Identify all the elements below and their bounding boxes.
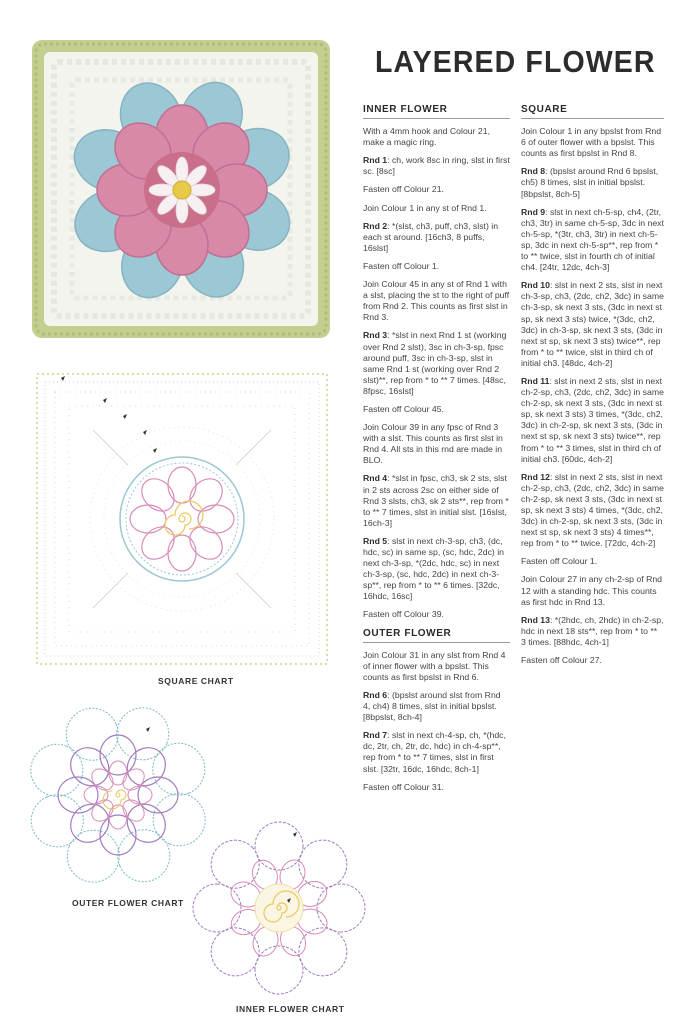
inner-flower-heading: INNER FLOWER [363, 104, 510, 119]
join-colour-1: Join Colour 1 in any st of Rnd 1. [363, 202, 487, 213]
join-colour-27: Join Colour 27 in any ch-2-sp of Rnd 12 with a standing hdc. This counts as first hdc in Rnd 13. [521, 574, 663, 607]
crochet-square-image [32, 40, 330, 338]
square-intro: Join Colour 1 in any bpslst from Rnd 6 of outer flower with a bpslst. This counts as first bpslst in Rnd 8. [521, 126, 662, 159]
rnd-5: Rnd 5: slst in next ch-3-sp, ch3, (dc, hdc, sc) in same sp, (sc, hdc, 2dc) in next ch-3-sp, *(2dc, hdc, sc) in next ch-3-sp, (sc, hdc, 2dc) in next ch-3-sp**, rep from * to ** 6 times. [32dc, 16hdc, 16sc] [363, 535, 504, 602]
fasten-off-27: Fasten off Colour 27. [521, 655, 602, 666]
square-heading: SQUARE [521, 104, 664, 119]
rnd-8: Rnd 8: (bpslst around Rnd 6 bpslst, ch5) 8 times, slst in initial bpslst. [8bpslst, 8ch-5] [521, 166, 659, 199]
square-chart [33, 370, 331, 668]
square-photo [32, 40, 330, 338]
fasten-off-colour-1: Fasten off Colour 1. [521, 556, 598, 567]
outer-flower-chart-caption: OUTER FLOWER CHART [72, 898, 184, 908]
inner-flower-chart-caption: INNER FLOWER CHART [236, 1004, 345, 1014]
fasten-off-31: Fasten off Colour 31. [363, 781, 444, 792]
inner-flower-intro: With a 4mm hook and Colour 21, make a magic ring. [363, 126, 490, 148]
join-colour-39: Join Colour 39 in any fpsc of Rnd 3 with a slst. This counts as first slst in Rnd 4. All sts in this rnd are made in BLO. [363, 422, 503, 466]
outer-flower-intro: Join Colour 31 in any slst from Rnd 4 of inner flower with a bpslst. This counts as first bpslst in Rnd 6. [363, 649, 506, 682]
join-colour-45: Join Colour 45 in any st of Rnd 1 with a slst, placing the st to the right of puff from Rnd 2. This counts as first slst in Rnd 3. [363, 279, 510, 323]
fasten-off-45: Fasten off Colour 45. [363, 403, 444, 414]
fasten-off-39: Fasten off Colour 39. [363, 609, 444, 620]
rnd-1: Rnd 1: ch, work 8sc in ring, slst in first sc. [8sc] [363, 155, 510, 177]
page-title: LAYERED FLOWER [375, 44, 656, 79]
rnd-4: Rnd 4: *slst in fpsc, ch3, sk 2 sts, slst in 2 sts across 2sc on either side of Rnd 3 slsts, ch3, sk 2 sts**, rep from * to ** 7 times, slst in initial slst. [16slst, 16ch-3] [363, 473, 509, 528]
inner-flower-chart-diagram [190, 820, 368, 996]
fasten-off-21: Fasten off Colour 21. [363, 184, 444, 195]
rnd-3: Rnd 3: *slst in next Rnd 1 st (working over Rnd 2 slst), 3sc in ch-3-sp, fpsc around puff, 3sc in ch-3-sp, slst in same Rnd 1 st (working over Rnd 2 slst)**, rep from * to ** 7 times. [48sc, 8fpsc, 16slst] [363, 330, 507, 396]
square-chart-diagram [33, 370, 331, 668]
fasten-off-1: Fasten off Colour 1. [363, 260, 440, 271]
rnd-7: Rnd 7: slst in next ch-4-sp, ch, *(hdc, dc, 2tr, ch, 2tr, dc, hdc) in ch-4-sp**, rep from * to ** 7 times, slst in first slst. [32tr, 16dc, 16hdc, 8ch-1] [363, 730, 506, 774]
square-chart-caption: SQUARE CHART [158, 676, 234, 686]
outer-flower-heading: OUTER FLOWER [363, 628, 510, 643]
inner-flower-chart [190, 820, 368, 996]
outer-flower-chart-diagram [24, 702, 212, 888]
rnd-11: Rnd 11: slst in next 2 sts, slst in next ch-2-sp, ch3, (2dc, ch2, 3dc) in same ch-2-sp, sk next 3 sts, (3dc in next st sp, sk next 3 sts) 3 times, *(3dc, ch2, 3dc) in ch-2-sp, sk next 3 sts, (3dc in next st sp, sk next 3 sts) twice**, rep from * to ** 3 times, slst in third ch of initial ch3. [60dc, 4ch-2] [521, 375, 664, 464]
rnd-2: Rnd 2: *(slst, ch3, puff, ch3, slst) in each st around. [16ch3, 8 puffs, 16slst] [363, 220, 499, 253]
outer-flower-chart [24, 702, 212, 888]
column-left [363, 104, 510, 800]
rnd-6: Rnd 6: (bpslst around slst from Rnd 4, ch4) 8 times, slst in initial bpslst. [8bpslst, 8ch-4] [363, 689, 501, 723]
rnd-9: Rnd 9: slst in next ch-5-sp, ch4, (2tr, ch3, 3tr) in same ch-5-sp, 3dc in next ch-5-sp, *(3tr, ch3, 3tr) in next ch-5-sp, 3dc in next ch-5-sp**, rep from * to ** twice, slst in fourth ch of initial ch4. [24tr, 12dc, 4ch-3] [521, 206, 664, 273]
rnd-10: Rnd 10: slst in next 2 sts, slst in next ch-3-sp, ch3, (2dc, ch2, 3dc) in same ch-3-sp, sk next 3 sts, (3dc in next st sp, sk next 3 sts) twice, *(3dc, ch2, 3dc) in ch-3-sp, sk next 3 sts, (3dc in next st sp, sk next 3 sts) twice**, rep from * to ** twice, slst in third ch of initial ch3. [48dc, 4ch-2] [521, 280, 664, 368]
rnd-13: Rnd 13: *(2hdc, ch, 2hdc) in ch-2-sp, hdc in next 18 sts**, rep from * to ** 3 times. [88hdc, 4ch-1] [521, 614, 664, 647]
rnd-12: Rnd 12: slst in next 2 sts, slst in next ch-2-sp, ch3, (2dc, ch2, 3dc) in same ch-2-sp, sk next 3 sts, (3dc in next st sp, sk next 3 sts) 4 times, *(3dc, ch2, 3dc) in ch-2-sp, sk next 3 sts, (3dc in next st sp, sk next 3 sts) 4 times**, rep from * to ** twice. [72dc, 4ch-2] [521, 471, 664, 549]
column-right [521, 104, 664, 673]
